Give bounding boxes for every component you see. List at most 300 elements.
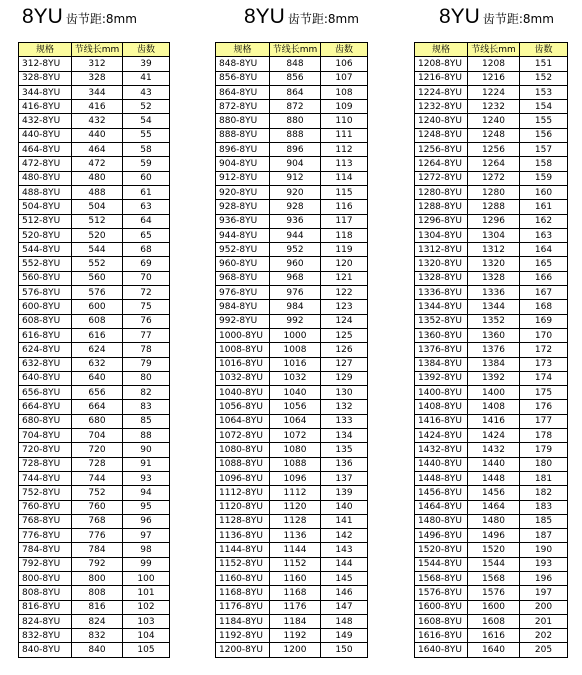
cell-teeth: 139: [321, 486, 368, 500]
table-row: [415, 400, 568, 414]
cell-spec: 768-8YU: [19, 514, 72, 528]
cell-teeth: 75: [123, 300, 170, 314]
cell-spec: 472-8YU: [19, 157, 72, 171]
cell-spec: 792-8YU: [19, 557, 72, 571]
table-row: [415, 214, 568, 228]
cell-pitch-length: 1008: [270, 343, 321, 357]
table-row: [19, 243, 170, 257]
cell-spec: 848-8YU: [216, 57, 270, 71]
table-row: [19, 400, 170, 414]
header-teeth: 齿数: [321, 43, 368, 57]
cell-spec: 912-8YU: [216, 171, 270, 185]
cell-teeth: 72: [123, 286, 170, 300]
table-row: [216, 128, 368, 142]
cell-teeth: 201: [520, 614, 568, 628]
cell-pitch-length: 1000: [270, 328, 321, 342]
cell-spec: 1352-8YU: [415, 314, 468, 328]
cell-pitch-length: 520: [72, 228, 123, 242]
cell-pitch-length: 616: [72, 328, 123, 342]
cell-pitch-length: 416: [72, 100, 123, 114]
cell-spec: 1000-8YU: [216, 328, 270, 342]
cell-teeth: 117: [321, 214, 368, 228]
table-row: [19, 429, 170, 443]
cell-pitch-length: 1568: [468, 571, 520, 585]
cell-spec: 1136-8YU: [216, 529, 270, 543]
spec-table-3: [414, 42, 568, 658]
table-row: [19, 271, 170, 285]
cell-teeth: 54: [123, 114, 170, 128]
table-row: [216, 57, 368, 71]
cell-spec: 328-8YU: [19, 71, 72, 85]
table-row: [415, 443, 568, 457]
cell-teeth: 112: [321, 143, 368, 157]
table-row: [415, 57, 568, 71]
cell-teeth: 110: [321, 114, 368, 128]
table-3-title: [439, 6, 554, 27]
cell-spec: 1568-8YU: [415, 571, 468, 585]
cell-teeth: 133: [321, 414, 368, 428]
cell-spec: 432-8YU: [19, 114, 72, 128]
cell-spec: 640-8YU: [19, 371, 72, 385]
cell-spec: 416-8YU: [19, 100, 72, 114]
cell-pitch-length: 1168: [270, 586, 321, 600]
cell-teeth: 100: [123, 571, 170, 585]
cell-pitch-length: 952: [270, 243, 321, 257]
cell-teeth: 146: [321, 586, 368, 600]
cell-teeth: 165: [520, 257, 568, 271]
cell-spec: 1384-8YU: [415, 357, 468, 371]
cell-spec: 968-8YU: [216, 271, 270, 285]
table-row: [216, 557, 368, 571]
cell-teeth: 114: [321, 171, 368, 185]
table-row: [216, 243, 368, 257]
cell-pitch-length: 480: [72, 171, 123, 185]
cell-pitch-length: 1088: [270, 457, 321, 471]
cell-pitch-length: 656: [72, 386, 123, 400]
cell-pitch-length: 1544: [468, 557, 520, 571]
cell-spec: 440-8YU: [19, 128, 72, 142]
cell-pitch-length: 784: [72, 543, 123, 557]
cell-pitch-length: 992: [270, 314, 321, 328]
table-2-title-pitch: 齿节距:8mm: [287, 12, 359, 26]
cell-spec: 608-8YU: [19, 314, 72, 328]
cell-teeth: 166: [520, 271, 568, 285]
cell-teeth: 200: [520, 600, 568, 614]
cell-spec: 1608-8YU: [415, 614, 468, 628]
cell-spec: 616-8YU: [19, 328, 72, 342]
cell-pitch-length: 632: [72, 357, 123, 371]
table-row: [415, 386, 568, 400]
cell-pitch-length: 640: [72, 371, 123, 385]
table-row: [415, 557, 568, 571]
table-row: [19, 328, 170, 342]
table-row: [216, 500, 368, 514]
cell-teeth: 157: [520, 143, 568, 157]
cell-pitch-length: 912: [270, 171, 321, 185]
cell-teeth: 109: [321, 100, 368, 114]
table-row: [216, 471, 368, 485]
table-row: [216, 143, 368, 157]
table-row: [216, 443, 368, 457]
cell-teeth: 129: [321, 371, 368, 385]
cell-spec: 1456-8YU: [415, 486, 468, 500]
cell-teeth: 202: [520, 629, 568, 643]
cell-pitch-length: 680: [72, 414, 123, 428]
cell-spec: 1376-8YU: [415, 343, 468, 357]
cell-teeth: 154: [520, 100, 568, 114]
table-row: [216, 429, 368, 443]
table-row: [415, 343, 568, 357]
cell-pitch-length: 464: [72, 143, 123, 157]
cell-pitch-length: 1440: [468, 457, 520, 471]
cell-pitch-length: 1320: [468, 257, 520, 271]
cell-spec: 480-8YU: [19, 171, 72, 185]
cell-spec: 1600-8YU: [415, 600, 468, 614]
cell-teeth: 152: [520, 71, 568, 85]
cell-teeth: 140: [321, 500, 368, 514]
cell-teeth: 123: [321, 300, 368, 314]
spec-table-2: [215, 42, 368, 658]
cell-teeth: 121: [321, 271, 368, 285]
cell-teeth: 95: [123, 500, 170, 514]
table-row: [19, 571, 170, 585]
cell-spec: 1544-8YU: [415, 557, 468, 571]
cell-pitch-length: 760: [72, 500, 123, 514]
cell-pitch-length: 1600: [468, 600, 520, 614]
table-row: [415, 114, 568, 128]
cell-teeth: 163: [520, 228, 568, 242]
cell-spec: 720-8YU: [19, 443, 72, 457]
table-header-row: [415, 43, 568, 57]
cell-pitch-length: 1416: [468, 414, 520, 428]
cell-spec: 816-8YU: [19, 600, 72, 614]
cell-spec: 680-8YU: [19, 414, 72, 428]
cell-teeth: 90: [123, 443, 170, 457]
cell-pitch-length: 1056: [270, 400, 321, 414]
cell-teeth: 41: [123, 71, 170, 85]
cell-pitch-length: 1256: [468, 143, 520, 157]
cell-pitch-length: 1176: [270, 600, 321, 614]
cell-pitch-length: 720: [72, 443, 123, 457]
table-row: [415, 328, 568, 342]
cell-pitch-length: 552: [72, 257, 123, 271]
table-row: [19, 71, 170, 85]
table-row: [19, 314, 170, 328]
cell-spec: 920-8YU: [216, 185, 270, 199]
cell-spec: 1280-8YU: [415, 185, 468, 199]
cell-pitch-length: 1208: [468, 57, 520, 71]
cell-spec: 1240-8YU: [415, 114, 468, 128]
table-row: [415, 486, 568, 500]
table-row: [19, 457, 170, 471]
cell-pitch-length: 1080: [270, 443, 321, 457]
table-row: [415, 514, 568, 528]
cell-pitch-length: 1608: [468, 614, 520, 628]
cell-pitch-length: 888: [270, 128, 321, 142]
cell-teeth: 174: [520, 371, 568, 385]
cell-pitch-length: 832: [72, 629, 123, 643]
cell-teeth: 142: [321, 529, 368, 543]
cell-pitch-length: 808: [72, 586, 123, 600]
cell-pitch-length: 1304: [468, 228, 520, 242]
cell-spec: 1144-8YU: [216, 543, 270, 557]
table-row: [216, 214, 368, 228]
cell-spec: 776-8YU: [19, 529, 72, 543]
table-row: [216, 157, 368, 171]
cell-spec: 1264-8YU: [415, 157, 468, 171]
cell-teeth: 101: [123, 586, 170, 600]
table-row: [216, 200, 368, 214]
cell-teeth: 182: [520, 486, 568, 500]
table-row: [216, 614, 368, 628]
table-3-title-code: 8YU: [439, 5, 480, 28]
cell-teeth: 98: [123, 543, 170, 557]
cell-pitch-length: 960: [270, 257, 321, 271]
table-row: [415, 429, 568, 443]
cell-spec: 1320-8YU: [415, 257, 468, 271]
cell-pitch-length: 1264: [468, 157, 520, 171]
table-row: [19, 200, 170, 214]
table-row: [19, 171, 170, 185]
cell-teeth: 161: [520, 200, 568, 214]
cell-spec: 1448-8YU: [415, 471, 468, 485]
table-row: [19, 143, 170, 157]
table-row: [415, 257, 568, 271]
table-row: [19, 157, 170, 171]
cell-teeth: 181: [520, 471, 568, 485]
cell-pitch-length: 1400: [468, 386, 520, 400]
table-row: [415, 471, 568, 485]
cell-pitch-length: 1032: [270, 371, 321, 385]
table-row: [19, 414, 170, 428]
table-row: [415, 100, 568, 114]
table-row: [415, 314, 568, 328]
cell-teeth: 147: [321, 600, 368, 614]
cell-spec: 1576-8YU: [415, 586, 468, 600]
cell-teeth: 85: [123, 414, 170, 428]
table-row: [19, 185, 170, 199]
cell-spec: 1112-8YU: [216, 486, 270, 500]
cell-spec: 664-8YU: [19, 400, 72, 414]
cell-teeth: 178: [520, 429, 568, 443]
table-row: [19, 371, 170, 385]
header-spec: 规格: [216, 43, 270, 57]
cell-spec: 344-8YU: [19, 85, 72, 99]
cell-pitch-length: 1040: [270, 386, 321, 400]
table-row: [216, 343, 368, 357]
cell-teeth: 168: [520, 300, 568, 314]
cell-teeth: 69: [123, 257, 170, 271]
header-pitch-length: 节线长mm: [468, 43, 520, 57]
cell-teeth: 52: [123, 100, 170, 114]
cell-teeth: 180: [520, 457, 568, 471]
table-row: [19, 257, 170, 271]
table-row: [19, 214, 170, 228]
cell-teeth: 159: [520, 171, 568, 185]
cell-teeth: 108: [321, 85, 368, 99]
table-row: [216, 271, 368, 285]
cell-spec: 1168-8YU: [216, 586, 270, 600]
cell-teeth: 63: [123, 200, 170, 214]
cell-spec: 1208-8YU: [415, 57, 468, 71]
cell-pitch-length: 432: [72, 114, 123, 128]
cell-spec: 1400-8YU: [415, 386, 468, 400]
table-row: [19, 386, 170, 400]
table-row: [415, 300, 568, 314]
cell-pitch-length: 1072: [270, 429, 321, 443]
table-row: [19, 286, 170, 300]
cell-spec: 1288-8YU: [415, 200, 468, 214]
cell-teeth: 70: [123, 271, 170, 285]
table-row: [415, 71, 568, 85]
cell-spec: 1008-8YU: [216, 343, 270, 357]
header-teeth: 齿数: [520, 43, 568, 57]
table-row: [216, 571, 368, 585]
cell-spec: 1296-8YU: [415, 214, 468, 228]
table-row: [19, 57, 170, 71]
cell-spec: 1200-8YU: [216, 643, 270, 657]
cell-teeth: 177: [520, 414, 568, 428]
cell-teeth: 120: [321, 257, 368, 271]
cell-spec: 1424-8YU: [415, 429, 468, 443]
cell-pitch-length: 1272: [468, 171, 520, 185]
table-row: [415, 500, 568, 514]
cell-spec: 824-8YU: [19, 614, 72, 628]
cell-pitch-length: 1144: [270, 543, 321, 557]
cell-pitch-length: 792: [72, 557, 123, 571]
cell-teeth: 103: [123, 614, 170, 628]
cell-spec: 800-8YU: [19, 571, 72, 585]
cell-teeth: 125: [321, 328, 368, 342]
table-row: [19, 543, 170, 557]
cell-spec: 464-8YU: [19, 143, 72, 157]
cell-spec: 1440-8YU: [415, 457, 468, 471]
cell-teeth: 141: [321, 514, 368, 528]
table-1-title: [22, 6, 137, 27]
cell-spec: 1496-8YU: [415, 529, 468, 543]
cell-spec: 1056-8YU: [216, 400, 270, 414]
cell-teeth: 183: [520, 500, 568, 514]
cell-teeth: 64: [123, 214, 170, 228]
cell-spec: 488-8YU: [19, 185, 72, 199]
cell-pitch-length: 880: [270, 114, 321, 128]
table-2-title-code: 8YU: [244, 5, 285, 28]
cell-spec: 728-8YU: [19, 457, 72, 471]
table-row: [216, 529, 368, 543]
cell-pitch-length: 840: [72, 643, 123, 657]
cell-pitch-length: 904: [270, 157, 321, 171]
cell-spec: 984-8YU: [216, 300, 270, 314]
cell-pitch-length: 1016: [270, 357, 321, 371]
cell-spec: 1152-8YU: [216, 557, 270, 571]
cell-spec: 1096-8YU: [216, 471, 270, 485]
cell-spec: 808-8YU: [19, 586, 72, 600]
table-row: [415, 357, 568, 371]
cell-spec: 1120-8YU: [216, 500, 270, 514]
cell-teeth: 175: [520, 386, 568, 400]
cell-spec: 1360-8YU: [415, 328, 468, 342]
table-row: [415, 643, 568, 657]
cell-pitch-length: 800: [72, 571, 123, 585]
cell-spec: 576-8YU: [19, 286, 72, 300]
cell-spec: 976-8YU: [216, 286, 270, 300]
cell-teeth: 134: [321, 429, 368, 443]
cell-spec: 552-8YU: [19, 257, 72, 271]
cell-teeth: 205: [520, 643, 568, 657]
cell-teeth: 55: [123, 128, 170, 142]
cell-spec: 1408-8YU: [415, 400, 468, 414]
cell-teeth: 185: [520, 514, 568, 528]
table-header-row: [19, 43, 170, 57]
table-row: [415, 571, 568, 585]
cell-teeth: 148: [321, 614, 368, 628]
cell-pitch-length: 608: [72, 314, 123, 328]
table-row: [415, 85, 568, 99]
cell-teeth: 135: [321, 443, 368, 457]
cell-teeth: 150: [321, 643, 368, 657]
cell-teeth: 149: [321, 629, 368, 643]
cell-pitch-length: 1496: [468, 529, 520, 543]
cell-teeth: 193: [520, 557, 568, 571]
cell-pitch-length: 1616: [468, 629, 520, 643]
cell-teeth: 169: [520, 314, 568, 328]
cell-spec: 656-8YU: [19, 386, 72, 400]
table-row: [19, 586, 170, 600]
cell-spec: 960-8YU: [216, 257, 270, 271]
cell-spec: 1016-8YU: [216, 357, 270, 371]
header-spec: 规格: [19, 43, 72, 57]
cell-teeth: 158: [520, 157, 568, 171]
cell-pitch-length: 928: [270, 200, 321, 214]
cell-pitch-length: 776: [72, 529, 123, 543]
cell-spec: 1216-8YU: [415, 71, 468, 85]
cell-pitch-length: 872: [270, 100, 321, 114]
cell-pitch-length: 1384: [468, 357, 520, 371]
cell-pitch-length: 1280: [468, 185, 520, 199]
table-header-row: [216, 43, 368, 57]
cell-spec: 312-8YU: [19, 57, 72, 71]
cell-teeth: 43: [123, 85, 170, 99]
cell-pitch-length: 1160: [270, 571, 321, 585]
cell-spec: 1328-8YU: [415, 271, 468, 285]
cell-spec: 864-8YU: [216, 85, 270, 99]
cell-pitch-length: 1336: [468, 286, 520, 300]
cell-pitch-length: 1376: [468, 343, 520, 357]
cell-teeth: 172: [520, 343, 568, 357]
cell-pitch-length: 1448: [468, 471, 520, 485]
cell-teeth: 97: [123, 529, 170, 543]
cell-teeth: 113: [321, 157, 368, 171]
cell-pitch-length: 664: [72, 400, 123, 414]
cell-pitch-length: 1344: [468, 300, 520, 314]
cell-teeth: 164: [520, 243, 568, 257]
cell-pitch-length: 1192: [270, 629, 321, 643]
table-row: [415, 629, 568, 643]
table-row: [216, 514, 368, 528]
cell-pitch-length: 576: [72, 286, 123, 300]
cell-spec: 1392-8YU: [415, 371, 468, 385]
cell-pitch-length: 512: [72, 214, 123, 228]
table-row: [216, 300, 368, 314]
cell-teeth: 99: [123, 557, 170, 571]
cell-spec: 1040-8YU: [216, 386, 270, 400]
cell-teeth: 88: [123, 429, 170, 443]
cell-pitch-length: 744: [72, 471, 123, 485]
cell-pitch-length: 1296: [468, 214, 520, 228]
cell-spec: 928-8YU: [216, 200, 270, 214]
cell-teeth: 190: [520, 543, 568, 557]
cell-teeth: 59: [123, 157, 170, 171]
